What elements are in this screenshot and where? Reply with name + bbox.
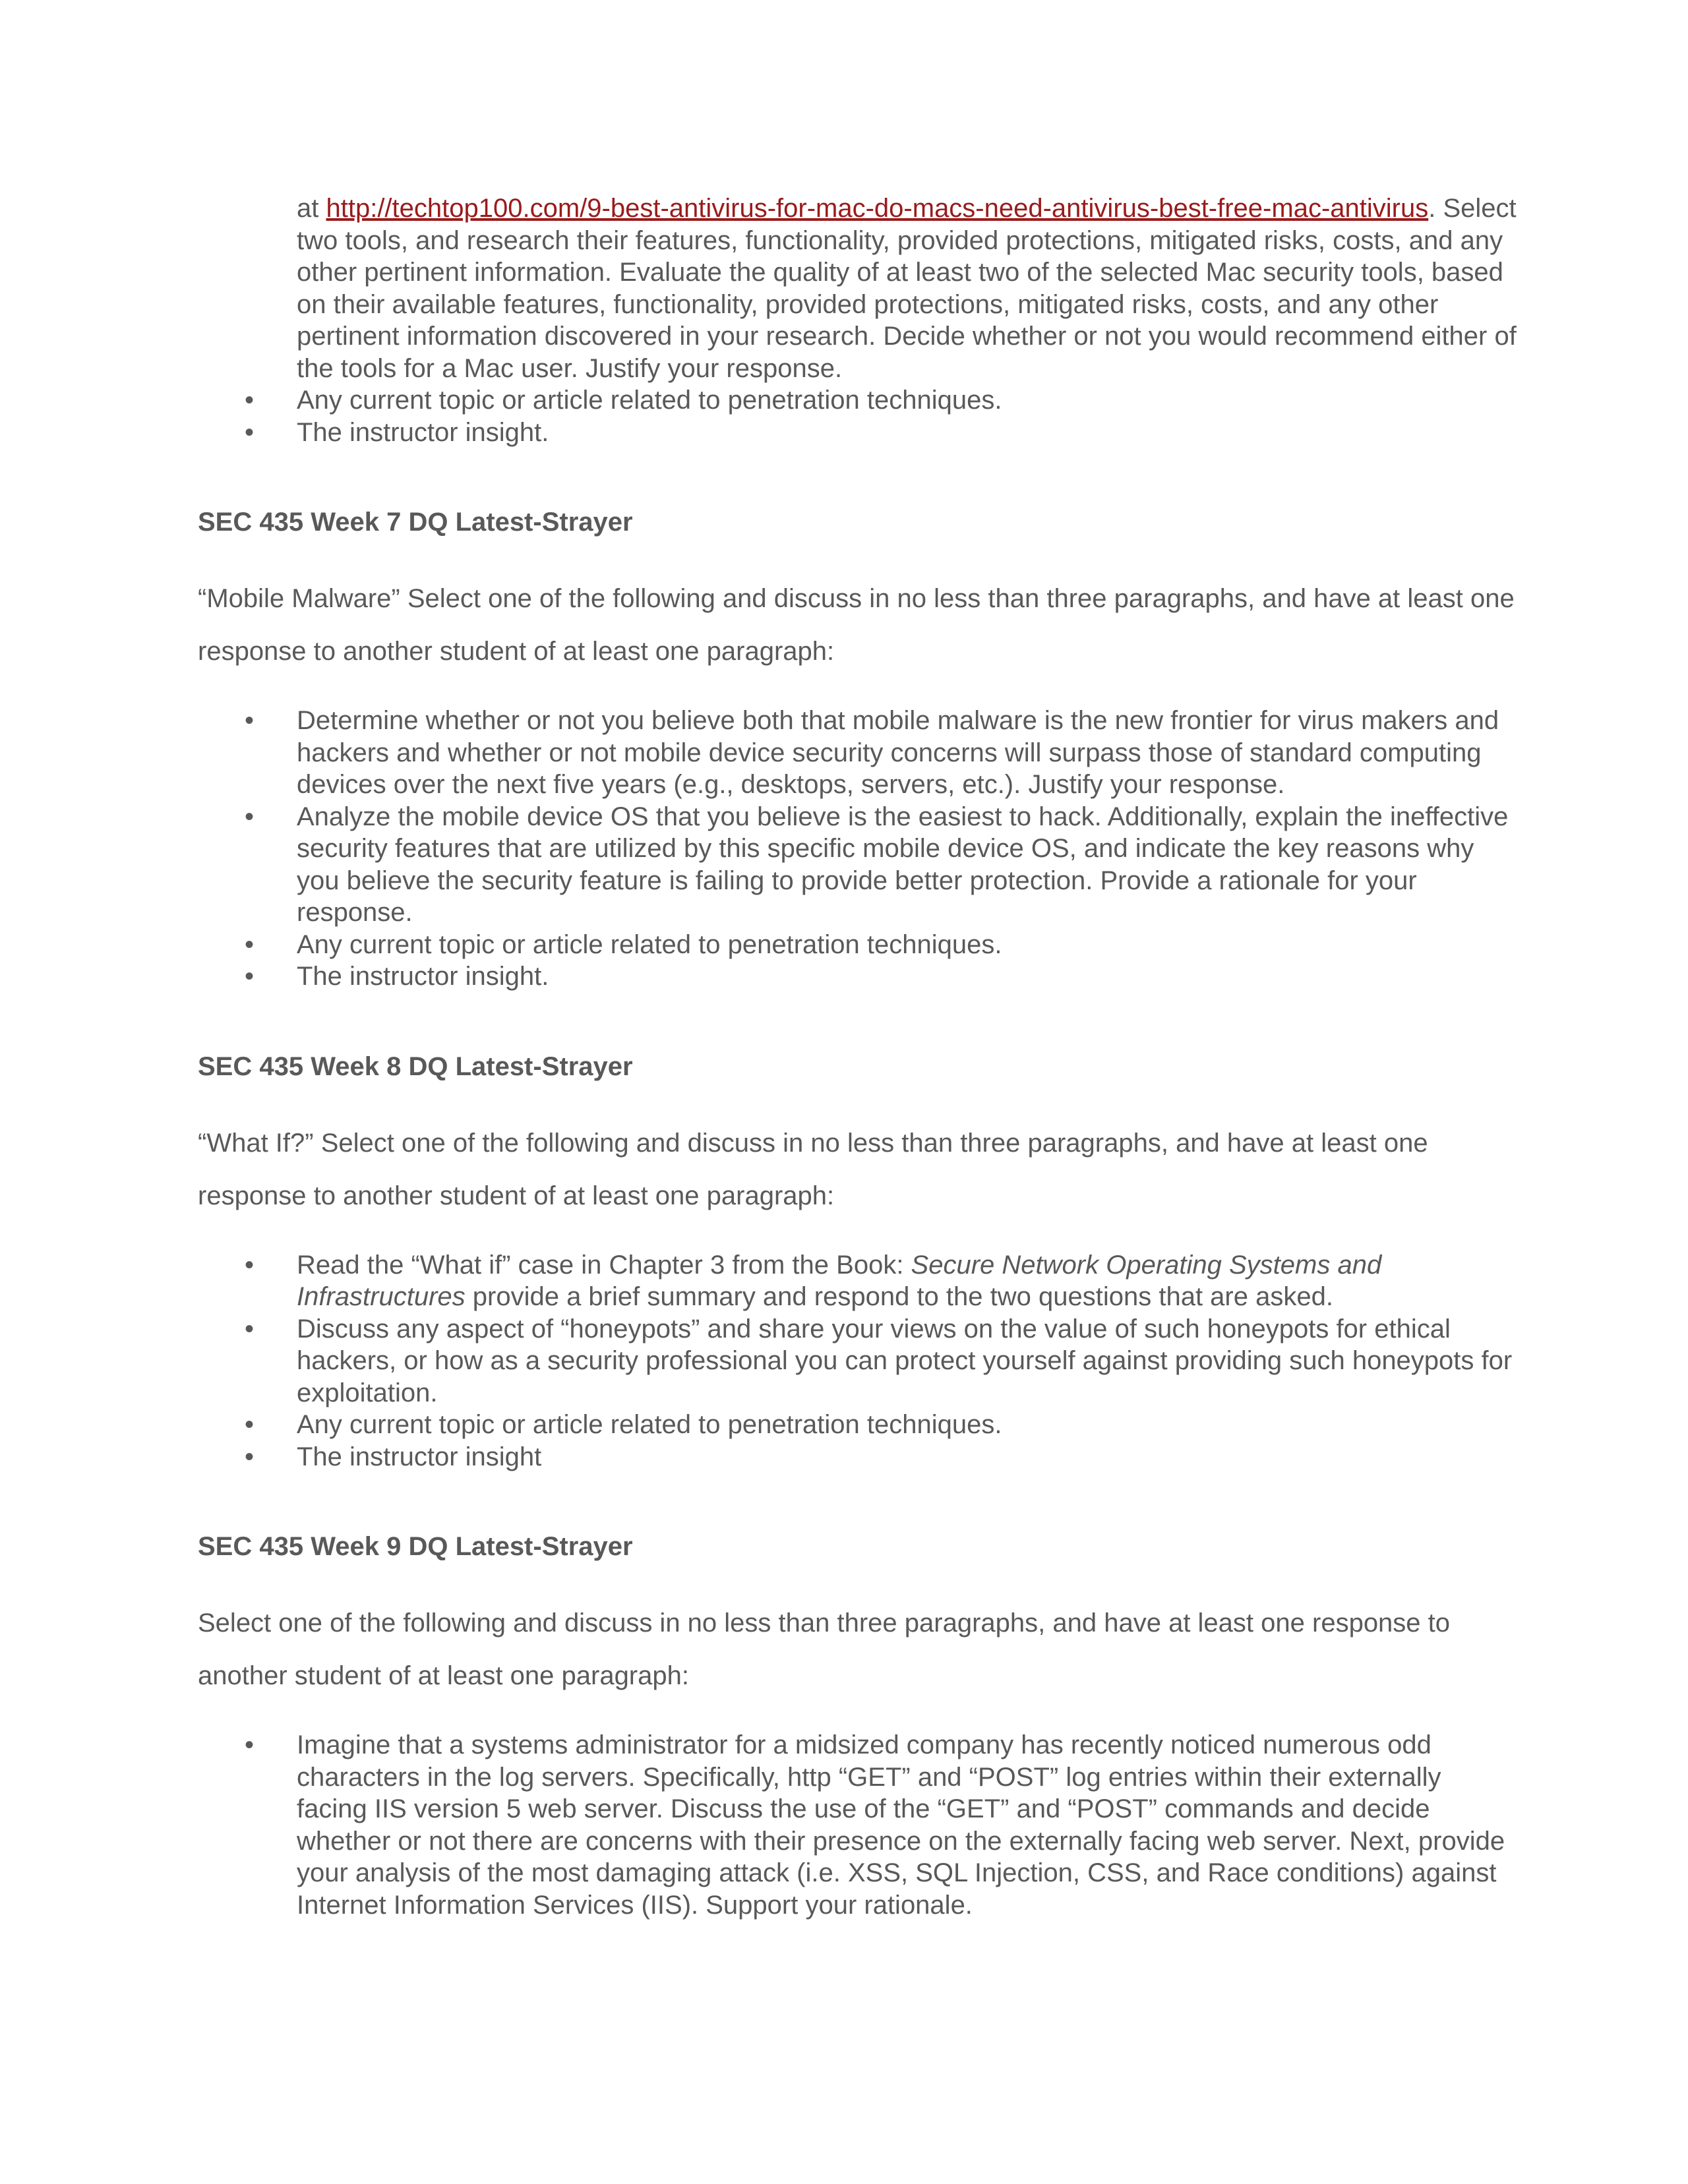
list-item: • Analyze the mobile device OS that you believe is the easiest to hack. Additionally, explain the ineffective security features that are utilized by this specific mobile device OS, and indicate the key reasons why you believe the security feature is failing to provide better protection. Provide a rationale for your response.: [198, 801, 1517, 929]
list-item: • Any current topic or article related to penetration techniques.: [198, 1409, 1517, 1441]
list-item: • Determine whether or not you believe both that mobile malware is the new frontier for virus makers and hackers and whether or not mobile device security concerns will surpass those of standard computing devices over the next five years (e.g., desktops, servers, etc.). Justify your response.: [198, 705, 1517, 801]
list-item: • Discuss any aspect of “honeypots” and share your views on the value of such honeypots for ethical hackers, or how as a security professional you can protect yourself against providing such honeypots for exploitation.: [198, 1313, 1517, 1409]
list-item: • The instructor insight: [198, 1441, 1517, 1473]
section-heading-week7: SEC 435 Week 7 DQ Latest-Strayer: [198, 508, 633, 537]
list-item-continuation: at http://techtop100.com/9-best-antivirus-for-mac-do-macs-need-antivirus-best-free-mac-antivirus. Select two tools, and research their features, functionality, provided protections, mitigated risks, costs, and any other pertinent information. Evaluate the quality of at least two of the selected Mac security tools, based on their available features, functionality, provided protections, mitigated risks, costs, and any other pertinent information discovered in your research. Decide whether or not you would recommend either of the tools for a Mac user. Justify your response.: [297, 194, 1517, 383]
book-title: Secure Network Operating Systems and Infrastructures: [297, 1250, 1382, 1311]
list-item: • Any current topic or article related to penetration techniques.: [198, 929, 1517, 961]
list-item: • The instructor insight.: [198, 960, 1517, 993]
section-intro-week8: “What If?” Select one of the following and discuss in no less than three paragraphs, and have at least one response to another student of at least one paragraph:: [198, 1128, 1428, 1210]
bullet-list-week9: [198, 1729, 1517, 1921]
bullet-list-week7: [198, 705, 1517, 993]
list-item: • Imagine that a systems administrator for a midsized company has recently noticed numerous odd characters in the log servers. Specifically, http “GET” and “POST” log entries within their externally facing IIS version 5 web server. Discuss the use of the “GET” and “POST” commands and decide whether or not there are concerns with their presence on the externally facing web server. Next, provide your analysis of the most damaging attack (i.e. XSS, SQL Injection, CSS, and Race conditions) against Internet Information Services (IIS). Support your rationale.: [198, 1729, 1517, 1921]
continued-bullet-list: [198, 192, 1517, 448]
section-heading-week9: SEC 435 Week 9 DQ Latest-Strayer: [198, 1532, 633, 1561]
section-intro-week7: “Mobile Malware” Select one of the following and discuss in no less than three paragraphs, and have at least one response to another student of at least one paragraph:: [198, 584, 1515, 666]
list-item: • The instructor insight.: [198, 417, 1517, 449]
bullet-list-week8: [198, 1249, 1517, 1473]
list-item: • Any current topic or article related to penetration techniques.: [198, 384, 1517, 417]
list-item: • Read the “What if” case in Chapter 3 from the Book: Secure Network Operating Systems and Infrastructures provide a brief summary and respond to the two questions that are asked.: [198, 1249, 1517, 1313]
document-content: [198, 192, 1517, 1921]
section-intro-week9: Select one of the following and discuss in no less than three paragraphs, and have at least one response to another student of at least one paragraph:: [198, 1608, 1451, 1690]
section-heading-week8: SEC 435 Week 8 DQ Latest-Strayer: [198, 1051, 633, 1081]
antivirus-article-link[interactable]: http://techtop100.com/9-best-antivirus-for-mac-do-macs-need-antivirus-best-free-mac-antivirus: [326, 194, 1429, 223]
